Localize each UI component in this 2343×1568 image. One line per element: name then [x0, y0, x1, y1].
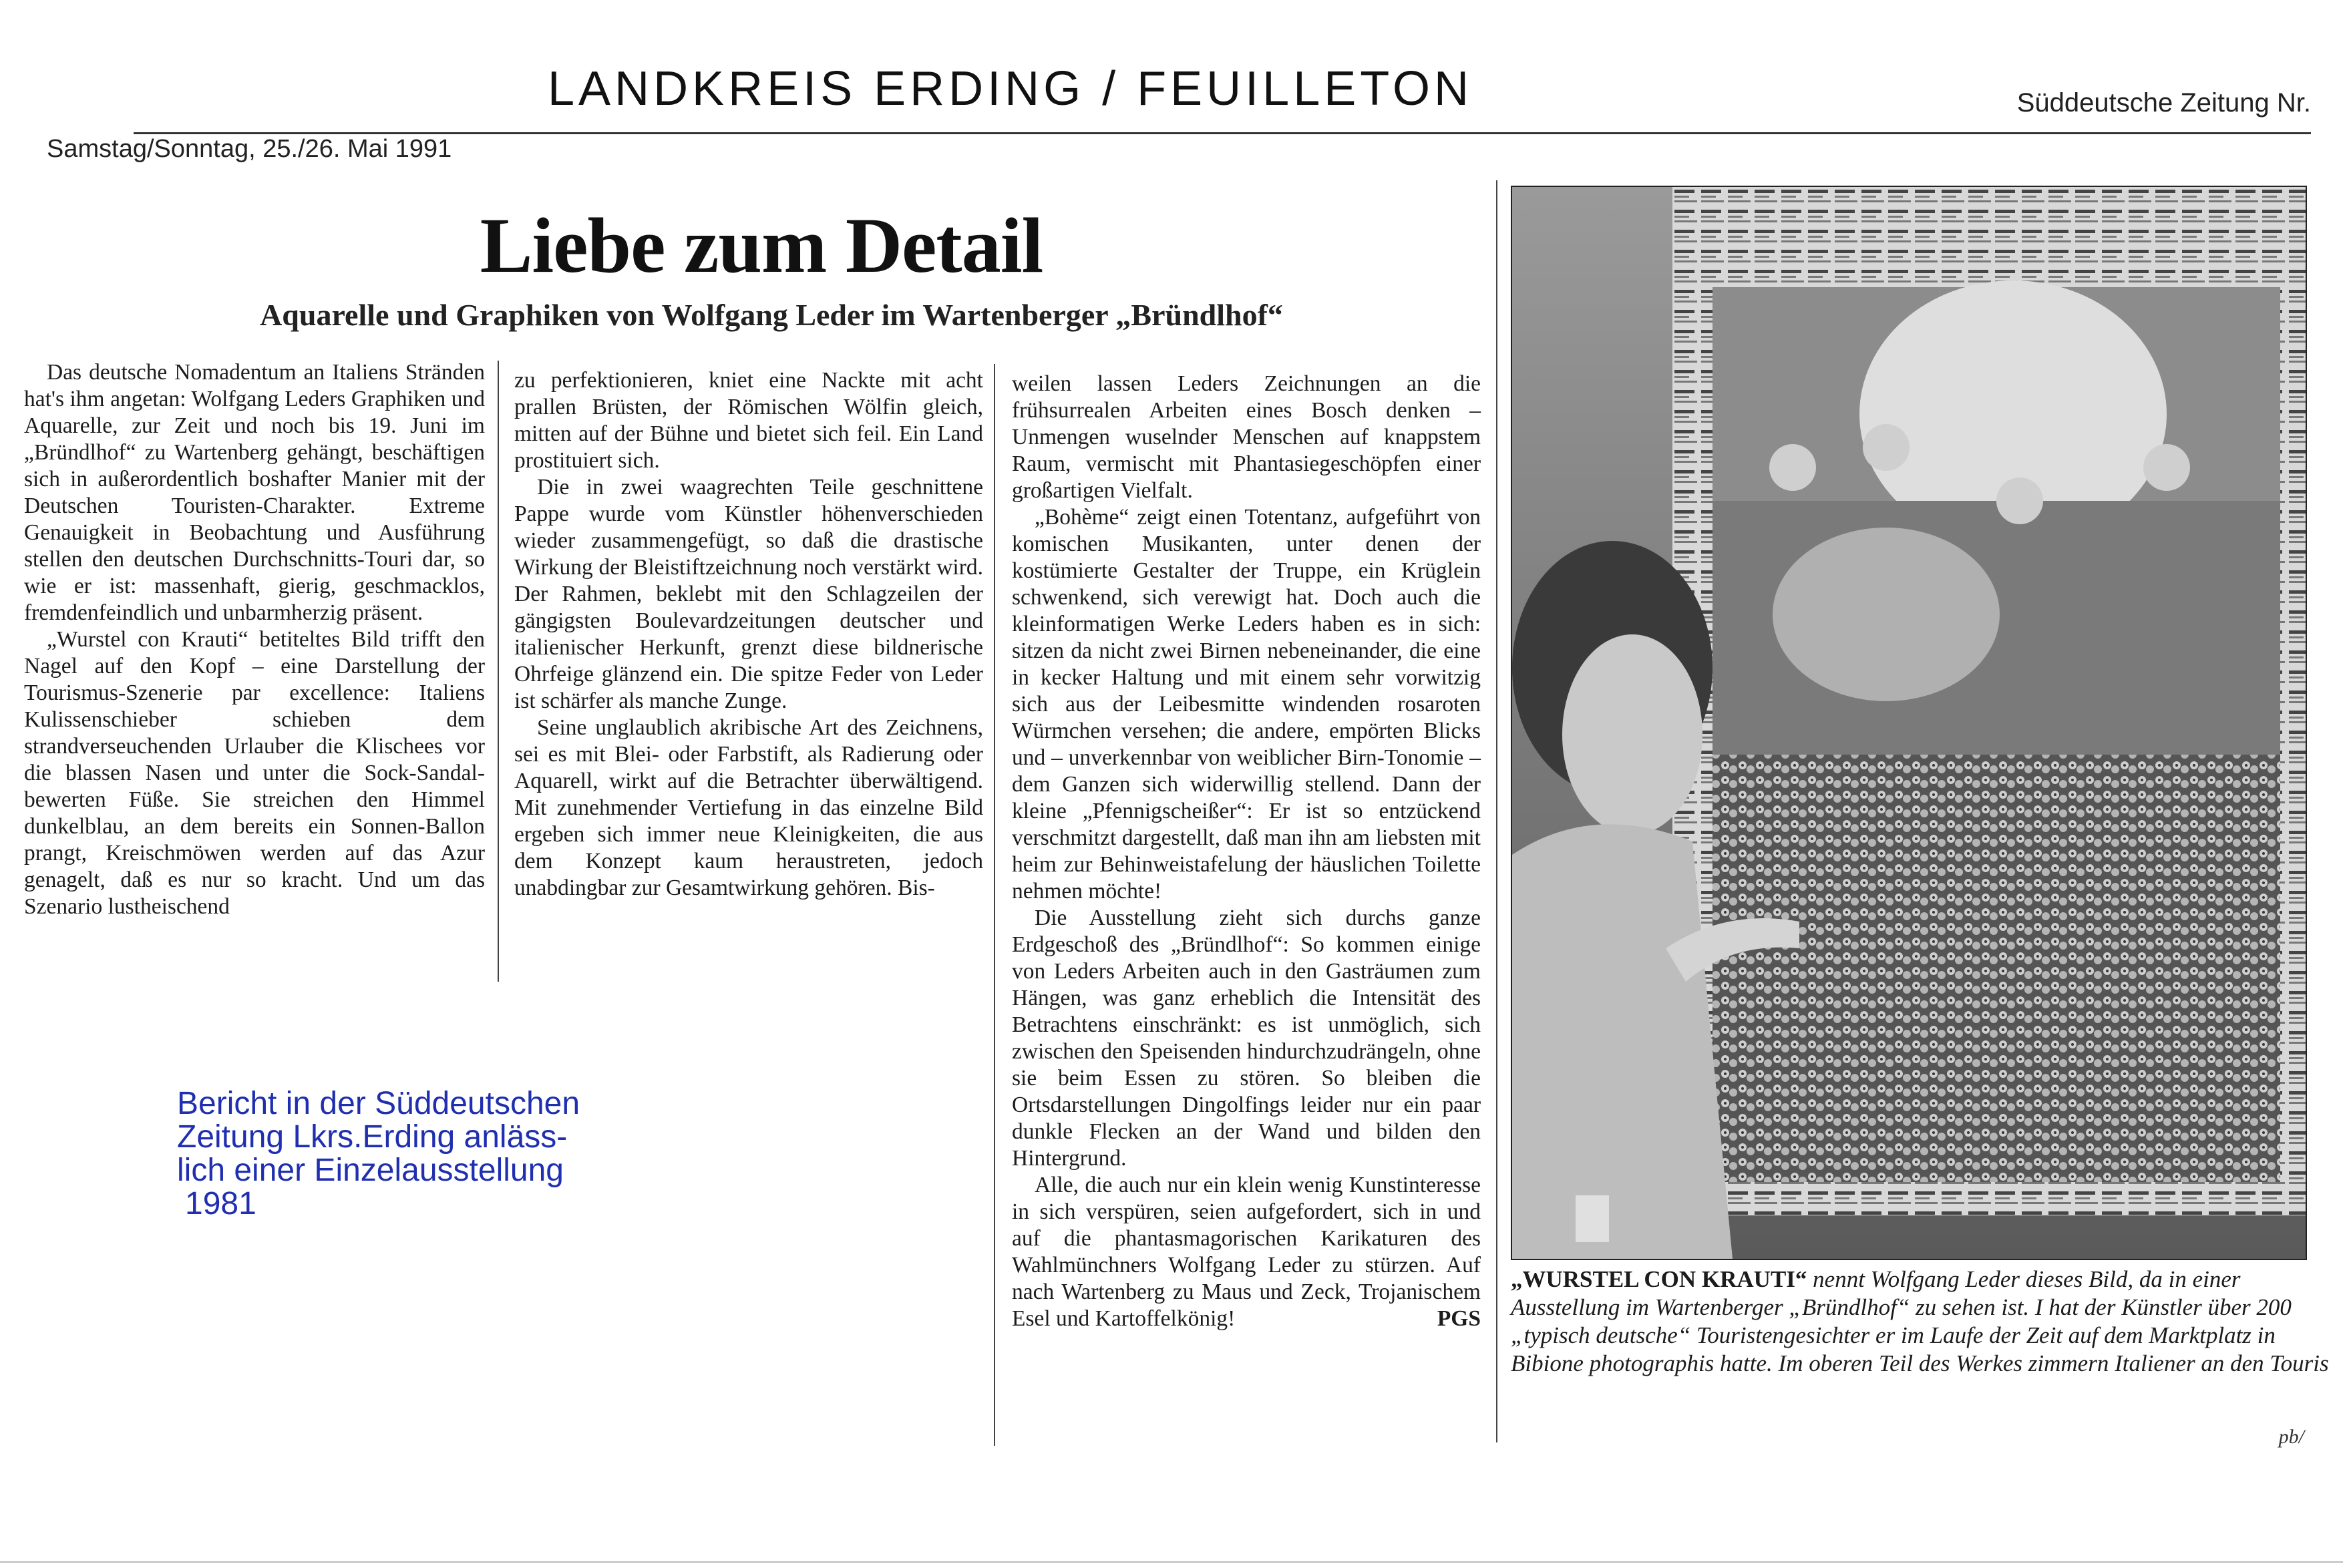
- column-divider: [1496, 180, 1497, 1442]
- caption-text: nennt Wolfgang Leder dieses Bild, da in einer Ausstellung im Wartenberger „Bründlhof“ zu sehen ist. I hat der Künstler über 200 „typisch deutsche“ Touristengesichter er im Laufe der Zeit auf dem Marktplatz in Bibione photographis hatte. Im oberen Teil des Werkes zimmern Italiener an den Touris: [1511, 1266, 2329, 1376]
- annotation-line: 1981: [185, 1186, 256, 1221]
- paragraph: Die in zwei waagrechten Teile geschnittene Pappe wurde vom Künstler höhenverschieden wieder zusammengefügt, so daß die drastische Wirkung der Bleistiftzeichnung noch verstärkt wird. Der Rahmen, beklebt mit den Schlagzeilen der gängigsten Boulevardzeitungen deutscher und italienischer Herkunft, grenzt diese bildnerische Ohrfeige glänzend ein. Die spitze Feder von Leder ist schärfer als manche Zunge.: [514, 475, 983, 713]
- article-column-1: [24, 359, 485, 920]
- figure-head: [2143, 444, 2190, 491]
- paragraph: Das deutsche Nomadentum an Italiens Stränden hat's ihm angetan: Wolfgang Leders Graphiken und Aquarelle, zur Zeit und noch bis 19. Juni im „Bründlhof“ zu Wartenberg gehängt, beschäftigen sich in außerordentlich boshafter Manier mit der Deutschen Touristen-Charakter. Extreme Genauigkeit in Beobachtung und Ausführung stellen den deutschen Durchschnitts-Touri dar, so wie er ist: massenhaft, gierig, geschmacklos, fremdenfeindlich und unbarmherzig präsent.: [24, 360, 485, 625]
- figure-head: [1863, 424, 1910, 471]
- annotation-line: Bericht in der Süddeutschen: [177, 1086, 580, 1121]
- article-column-3: [1012, 371, 1481, 1332]
- annotation-line: Zeitung Lkrs.Erding anläss-: [177, 1119, 568, 1155]
- column-divider: [498, 361, 499, 982]
- figure-head: [1996, 477, 2043, 524]
- handwritten-annotation: [177, 1087, 725, 1221]
- article-photo: [1511, 186, 2307, 1260]
- artist-face: [1562, 634, 1702, 835]
- figure-head: [1769, 444, 1816, 491]
- column-divider: [994, 364, 995, 1446]
- paragraph: Seine unglaublich akribische Art des Zeichnens, sei es mit Blei- oder Farbstift, als Radierung oder Aquarell, wirkt auf die Betrachter überwältigend. Mit zunehmender Vertiefung in das einzelne Bild ergeben sich immer neue Kleinigkeiten, die aus dem Konzept kaum heraustreten, jedoch unabdingbar zur Gesamtwirkung gehören. Bis-: [514, 715, 983, 900]
- paragraph: [1012, 1172, 1481, 1332]
- photo-credit: pb/: [2278, 1426, 2304, 1448]
- paragraph: zu perfektionieren, kniet eine Nackte mit acht prallen Brüsten, der Römischen Wölfin gleich, mitten auf der Bühne und bietet sich feil. Ein Land prostituiert sich.: [514, 368, 983, 473]
- paragraph: weilen lassen Leders Zeichnungen an die frühsurrealen Arbeiten eines Bosch denken – Unmengen wuselnder Menschen auf knappstem Raum, vermischt mit Phantasiegeschöpfen einer großartigen Vielfalt.: [1012, 371, 1481, 503]
- article-subheadline: Aquarelle und Graphiken von Wolfgang Leder im Wartenberger „Bründlhof“: [260, 298, 1283, 332]
- caption-title: „WURSTEL CON KRAUTI“: [1511, 1266, 1807, 1292]
- photo-caption: [1511, 1265, 2339, 1378]
- colosseum-model: [1773, 528, 2000, 701]
- paragraph: „Wurstel con Krauti“ betiteltes Bild trifft den Nagel auf den Kopf – eine Darstellung der Tourismus-Szenerie par excellence: Italiens Kulissenschieber schieben dem strandverseuchenden Urlauber die Klischees vor die blassen Nasen und unter die Sock-Sandal-bewerten Füße. Sie streichen den Himmel dunkelblau, an dem bereits ein Sonnen-Ballon prangt, Kreischmöwen werden auf das Azur genagelt, daß es nur so kracht. Und um das Szenario lustheischend: [24, 627, 485, 919]
- header-rule: [134, 132, 2311, 134]
- tourist-crowd: [1713, 755, 2280, 1182]
- annotation-line: lich einer Einzelausstellung: [177, 1153, 564, 1188]
- paragraph: Die Ausstellung zieht sich durchs ganze Erdgeschoß des „Bründlhof“: So kommen einige von Leders Arbeiten auch in den Gasträumen zum Hängen, was ganz erheblich die Intensität des Betrachtens einschränkt: es ist unmöglich, sich zwischen den Speisenden hindurchzudrängeln, ohne sie beim Essen zu stören. So bleiben die Ortsdarstellungen Dingolfings leider nur ein paar dunkle Flecken an der Wand und bilden den Hintergrund.: [1012, 906, 1481, 1171]
- newspaper-name: Süddeutsche Zeitung Nr.: [2016, 88, 2311, 118]
- section-heading: LANDKREIS ERDING / FEUILLETON: [548, 62, 1473, 116]
- paragraph: „Bohème“ zeigt einen Totentanz, aufgeführt von komischen Musikanten, unter denen der kostümierte Gestalter der Truppe, ein Krüglein schwenkend, sich verewigt hat. Doch auch die kleinformatigen Werke Leders haben es in sich: sitzen da nicht zwei Birnen nebeneinander, die eine in kecker Haltung und mit einem sehr vorwitzig sich aus der Leibesmitte windenden rosaroten Würmchen versehen; die andere, empörten Blicks und – unverkennbar von weiblicher Birn-Tonomie – dem Ganzen sich widerwillig stellend. Dann der kleine „Pfennigscheißer“: Er ist so entzückend verschmitzt dargestellt, daß man ihn am liebsten mit heim zur Behinweistafelung der häuslichen Toilette nehmen möchte!: [1012, 505, 1481, 904]
- page-edge: [0, 1561, 2343, 1563]
- issue-date: Samstag/Sonntag, 25./26. Mai 1991: [47, 135, 452, 163]
- article-column-2: [514, 367, 983, 902]
- paragraph-text: Alle, die auch nur ein klein wenig Kunstinteresse in sich verspüren, seien aufgefordert, sich in und auf die phantasmagorischen Karikaturen des Wahlmünchners Wolfgang Leder zu stürzen. Auf nach Wartenberg zu Maus und Zeck, Trojanischem Esel und Kartoffelkönig!: [1012, 1173, 1481, 1331]
- article-headline: Liebe zum Detail: [480, 202, 1043, 289]
- photo-illustration: [1512, 187, 2306, 1259]
- author-signature: PGS: [1437, 1306, 1481, 1331]
- glass: [1576, 1195, 1609, 1242]
